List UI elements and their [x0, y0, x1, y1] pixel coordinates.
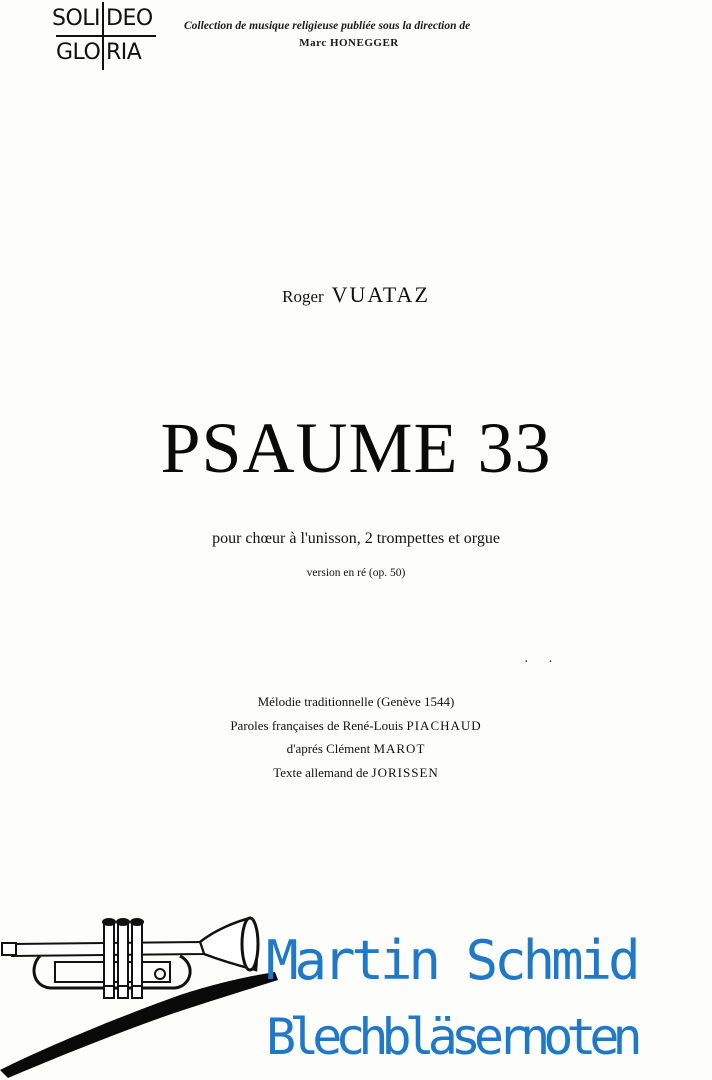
- credit-melody: Mélodie traditionnelle (Genève 1544): [257, 694, 455, 709]
- soli-deo-gloria-logo: [52, 2, 162, 70]
- credit-after-prefix: d'aprés Clément: [286, 741, 371, 756]
- series-director: Marc HONEGGER: [299, 37, 399, 49]
- credit-german-prefix: Texte allemand de: [273, 764, 369, 780]
- credit-german: [0, 761, 712, 785]
- credit-lyrics: [0, 714, 712, 738]
- composer-last-name: VUATAZ: [331, 282, 430, 307]
- composer-name: [0, 282, 712, 308]
- credit-lyrics-name: PIACHAUD: [406, 717, 482, 733]
- decorative-dots: · ·: [524, 655, 561, 670]
- instrumentation: pour chœur à l'unisson, 2 trompettes et orgue: [212, 530, 500, 547]
- logo-text-deo: DEO: [106, 6, 153, 31]
- logo-text-ria: RIA: [106, 40, 142, 65]
- credit-german-name: JORISSEN: [371, 764, 439, 780]
- version-note: version en ré (op. 50): [306, 567, 406, 579]
- watermark-brand: Blechbläsernoten: [266, 1008, 636, 1066]
- credit-lyrics-prefix: Paroles françaises de René-Louis: [230, 717, 404, 733]
- work-title: PSAUME 33: [160, 408, 552, 488]
- logo-text-glo: GLO: [56, 40, 101, 65]
- collection-note: Collection de musique religieuse publiée sous la direction de: [184, 20, 471, 32]
- credit-after: [0, 737, 712, 761]
- composer-first-name: Roger: [282, 287, 324, 306]
- credit-after-name: MAROT: [373, 741, 426, 756]
- watermark-name: Martin Schmid: [266, 929, 637, 992]
- credits-block: [0, 690, 712, 784]
- logo-cross-horizontal: [56, 35, 156, 37]
- logo-text-soli: SOLI: [52, 6, 101, 31]
- trumpet-icon: [0, 900, 280, 1080]
